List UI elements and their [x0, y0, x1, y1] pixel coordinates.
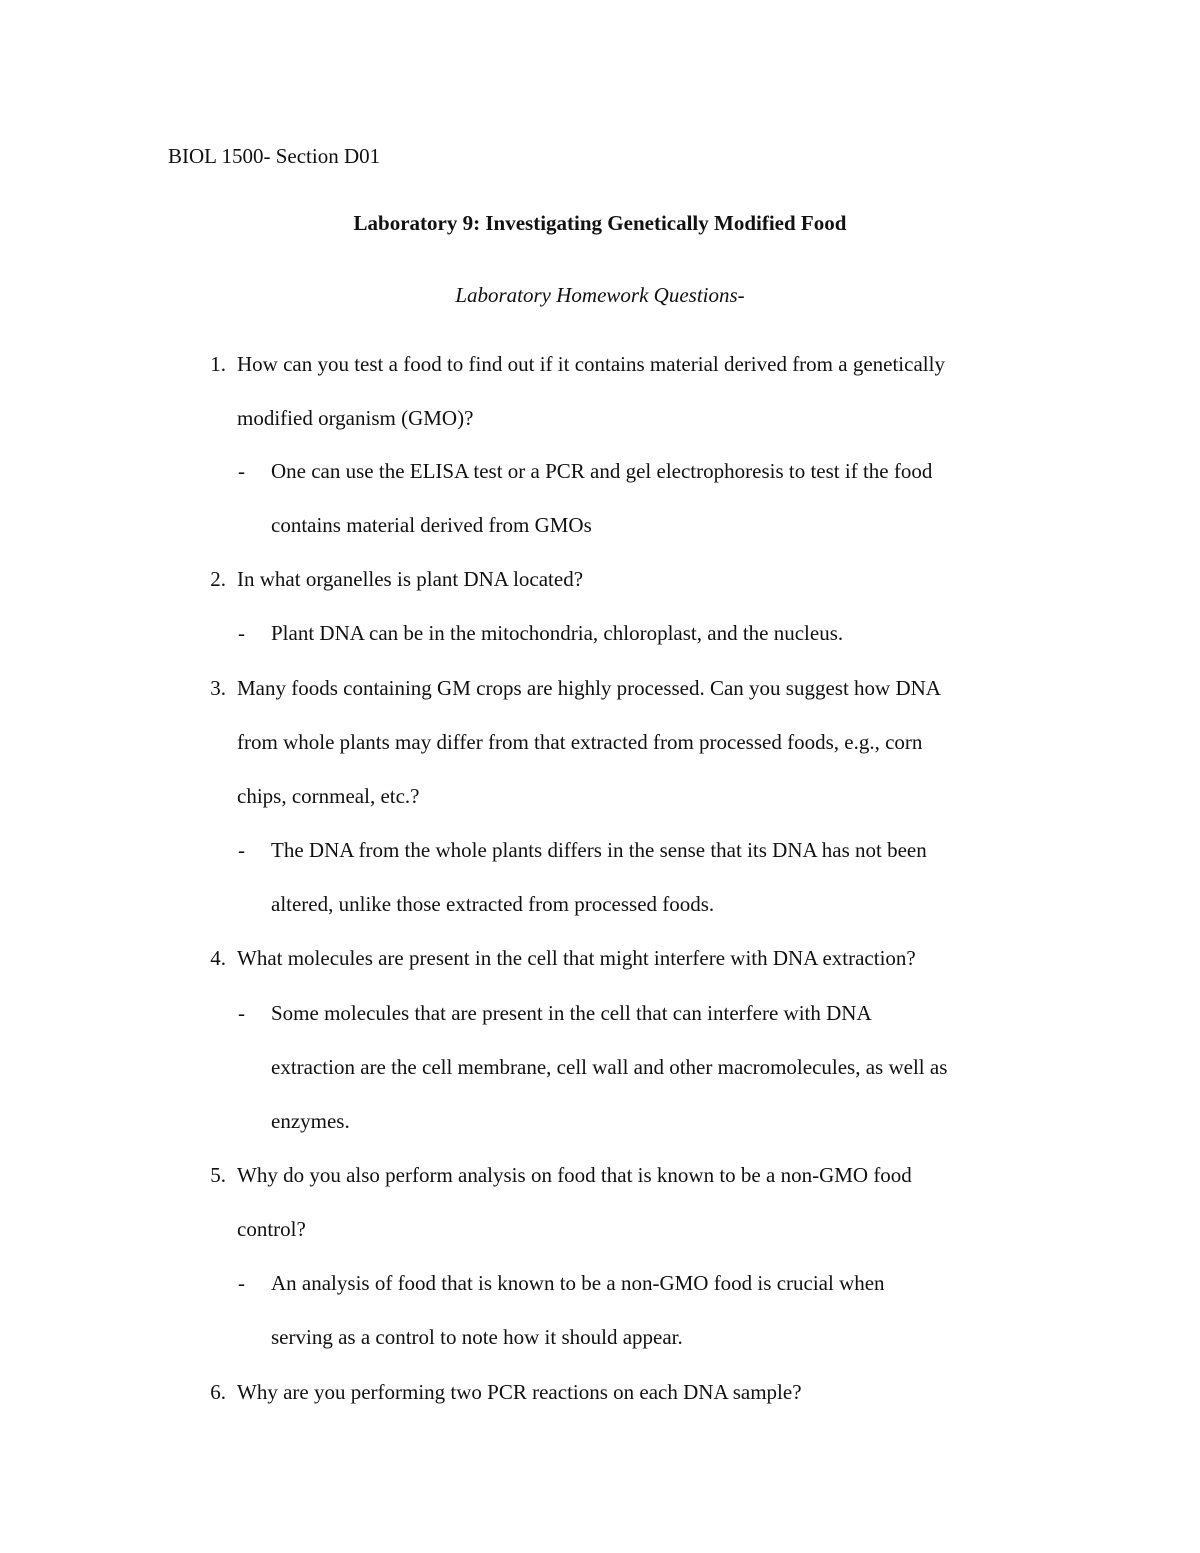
- answer-marker: -: [238, 459, 245, 483]
- answer-line: The DNA from the whole plants differs in the sense that its DNA has not been: [271, 838, 927, 862]
- question-number: 6.: [210, 1380, 226, 1404]
- question-line: from whole plants may differ from that extracted from processed foods, e.g., corn: [237, 730, 923, 754]
- lab-title: Laboratory 9: Investigating Genetically Modified Food: [353, 211, 847, 235]
- answer-line: enzymes.: [271, 1109, 350, 1133]
- question-line: What molecules are present in the cell that might interfere with DNA extraction?: [237, 946, 916, 970]
- question-line: modified organism (GMO)?: [237, 406, 474, 430]
- question-line: Many foods containing GM crops are highly processed. Can you suggest how DNA: [237, 676, 941, 700]
- answer-line: serving as a control to note how it should appear.: [271, 1325, 683, 1349]
- section-subtitle: Laboratory Homework Questions-: [455, 283, 745, 307]
- answer-marker: -: [238, 1271, 245, 1295]
- question-number: 4.: [210, 946, 226, 970]
- answer-line: contains material derived from GMOs: [271, 513, 592, 537]
- question-line: Why do you also perform analysis on food that is known to be a non-GMO food: [237, 1163, 912, 1187]
- question-number: 1.: [210, 352, 226, 376]
- answer-marker: -: [238, 621, 245, 645]
- question-number: 5.: [210, 1163, 226, 1187]
- course-heading: BIOL 1500- Section D01: [168, 144, 381, 168]
- question-line: chips, cornmeal, etc.?: [237, 784, 420, 808]
- answer-marker: -: [238, 1001, 245, 1025]
- question-line: In what organelles is plant DNA located?: [237, 567, 584, 591]
- question-line: How can you test a food to find out if it contains material derived from a genetically: [237, 352, 945, 376]
- question-line: control?: [237, 1217, 306, 1241]
- question-number: 2.: [210, 567, 226, 591]
- answer-marker: -: [238, 838, 245, 862]
- question-number: 3.: [210, 676, 226, 700]
- answer-line: Plant DNA can be in the mitochondria, chloroplast, and the nucleus.: [271, 621, 844, 645]
- answer-line: Some molecules that are present in the cell that can interfere with DNA: [271, 1001, 872, 1025]
- answer-line: extraction are the cell membrane, cell wall and other macromolecules, as well as: [271, 1055, 948, 1079]
- answer-line: One can use the ELISA test or a PCR and gel electrophoresis to test if the food: [271, 459, 933, 483]
- answer-line: An analysis of food that is known to be a non-GMO food is crucial when: [271, 1271, 885, 1295]
- answer-line: altered, unlike those extracted from processed foods.: [271, 892, 715, 916]
- question-line: Why are you performing two PCR reactions on each DNA sample?: [237, 1380, 802, 1404]
